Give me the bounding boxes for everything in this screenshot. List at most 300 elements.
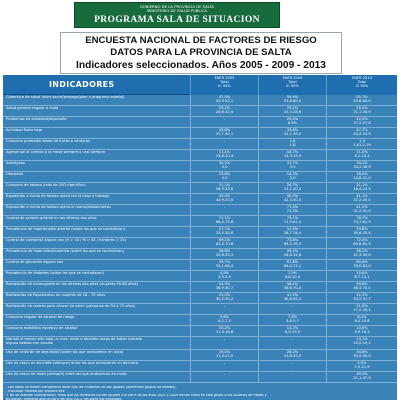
value-ci: 38,9-50,7 xyxy=(215,286,234,290)
value-ci: 43,4-53,5 xyxy=(353,132,371,136)
value-total: 10,8% xyxy=(356,271,368,275)
value-total: - xyxy=(291,361,294,365)
indicator-label-cell xyxy=(3,117,190,127)
value-cell xyxy=(190,315,258,325)
value-ci: 45,6-60,0 xyxy=(353,99,371,103)
value-total: 69,1% xyxy=(218,238,231,242)
value-total: 77,0% xyxy=(286,205,299,209)
value-cell xyxy=(258,337,326,349)
table-row xyxy=(3,150,397,161)
indicator-label: Consumo de tabaco (más de 100 cigarrillos) xyxy=(6,183,86,187)
value-total: 16,3% xyxy=(286,172,299,176)
value-total: 50,7% xyxy=(356,95,368,99)
indicator-label: Realización de mamografía en las últimas dos años (mujeres 50-60 años) xyxy=(6,282,139,286)
value-cell xyxy=(326,172,397,182)
value-cell xyxy=(326,205,397,215)
value-ci: 25,6-33,3 xyxy=(283,354,302,358)
value-ci: 64,4-71,1 xyxy=(283,264,302,268)
value-cell xyxy=(258,315,326,325)
value-cell xyxy=(326,150,397,160)
table-row xyxy=(3,95,397,106)
value-ci: 17,3-21,0 xyxy=(215,354,234,358)
value-cell xyxy=(258,161,326,171)
value-cell xyxy=(190,161,258,171)
value-cell xyxy=(326,238,397,248)
value-total: 22,5% xyxy=(356,117,368,121)
value-total: 35,8% xyxy=(286,128,299,132)
table-row xyxy=(3,216,397,227)
indicator-label-cell xyxy=(3,249,190,259)
value-cell xyxy=(258,326,326,336)
value-total: 16,7% xyxy=(286,150,299,154)
value-cell xyxy=(326,106,397,116)
value-cell xyxy=(258,304,326,314)
program-logo-box xyxy=(74,2,280,28)
column-header-ci: IC 95% xyxy=(286,84,299,89)
value-total: 14,7% xyxy=(356,337,368,341)
value-total: - xyxy=(223,361,226,365)
value-cell xyxy=(190,293,258,303)
value-cell xyxy=(190,150,258,160)
value-ci: 31,3-39,0 xyxy=(353,253,371,257)
table-row xyxy=(3,238,397,249)
value-cell xyxy=(258,350,326,360)
value-cell xyxy=(326,326,397,336)
table-row xyxy=(3,337,397,350)
indicator-label: Prevalencia de hipertensión arterial (sobre los que se controlaron) xyxy=(6,227,126,231)
value-ci: 8,9-19,9 xyxy=(284,330,300,334)
indicators-header-cell xyxy=(3,75,190,95)
indicator-label-cell xyxy=(3,139,190,149)
value-ci: 22,3-28,6 xyxy=(283,110,302,114)
value-cell xyxy=(258,293,326,303)
value-cell xyxy=(258,260,326,270)
value-total: 39,3% xyxy=(356,372,368,376)
value-cell xyxy=(326,304,397,314)
value-total: - xyxy=(291,337,294,341)
value-total: - xyxy=(291,372,294,376)
column-header-name: ENFR 2009 xyxy=(282,76,303,80)
value-total: 47,5% xyxy=(218,95,231,99)
value-ci: 35,5-59,2 xyxy=(215,297,234,301)
indicator-label: Salud general regular o mala xyxy=(6,106,59,110)
value-ci: 6,5% xyxy=(287,121,298,125)
indicator-label-cell xyxy=(3,227,190,237)
column-header-2009 xyxy=(258,75,326,95)
indicator-label-cell xyxy=(3,315,190,325)
indicator-label-cell xyxy=(3,304,190,314)
value-cell xyxy=(258,249,326,259)
indicator-label-cell xyxy=(3,350,190,360)
value-cell xyxy=(190,282,258,292)
indicator-label: Control de presión arterial en los últimos dos años xyxy=(6,216,97,220)
value-ci: 6,0-10,8 xyxy=(354,319,370,323)
value-ci: 11,9-16,8 xyxy=(215,330,234,334)
table-row xyxy=(3,183,397,194)
value-total: 5,5% xyxy=(357,361,367,365)
indicator-label-cell xyxy=(3,282,190,292)
footnote-line: bicicletas, mientras que la ENFR del año 2013, los toma por separado. xyxy=(6,397,123,400)
value-cell xyxy=(258,205,326,215)
column-header-total: Total xyxy=(288,80,297,85)
value-ci: 42,9-52,1 xyxy=(215,99,234,103)
value-total: 27,7% xyxy=(218,227,231,231)
banner-program-title: PROGRAMA SALA DE SITUACION xyxy=(94,15,260,25)
value-ci: 25,8-33,3 xyxy=(215,253,234,257)
table-row xyxy=(3,372,397,383)
value-ci: 63,4-70,8 xyxy=(215,242,234,246)
indicator-label-cell xyxy=(3,238,190,248)
value-total: 13,8% xyxy=(218,172,231,176)
value-cell xyxy=(326,117,397,127)
value-total: 31,1% xyxy=(218,183,231,187)
value-ci: 6,8-10,0 xyxy=(284,275,300,279)
value-cell xyxy=(190,350,258,360)
value-ci: 42,3-50,3 xyxy=(283,198,302,202)
value-total: - xyxy=(223,304,226,308)
indicator-label: Realización de rastreo para cáncer de colon (personas de 50 a 75 años) xyxy=(6,304,136,308)
value-ci: 1,61-2,19 xyxy=(353,143,371,147)
value-total: 29,2% xyxy=(218,106,231,110)
value-ci: 8,7-13,1 xyxy=(354,275,370,279)
banner-ministry-label: MINISTERIO DE SALUD PUBLICA xyxy=(146,8,208,13)
indicator-label: Exposición a humo de tabaco ajeno (en la casa o trabajo) xyxy=(6,194,110,198)
value-ci: 74,1-81,9 xyxy=(353,220,371,224)
value-cell xyxy=(190,238,258,248)
value-ci: 30,6-35,4 xyxy=(353,231,371,235)
value-ci: 3,0 xyxy=(289,165,296,169)
value-cell xyxy=(326,128,397,138)
value-total: 10,2% xyxy=(218,326,231,330)
table-row xyxy=(3,350,397,361)
value-ci: 6,2-7,5 xyxy=(218,319,231,323)
value-cell xyxy=(326,139,397,149)
table-row xyxy=(3,260,397,271)
value-ci: 8,9-16,3 xyxy=(354,330,370,334)
document-title-box xyxy=(60,32,342,74)
value-ci: 21,1-30,9 xyxy=(353,110,371,114)
value-ci: 1,9-11,9 xyxy=(354,365,370,369)
value-cell xyxy=(326,372,397,382)
value-total: 8,0% xyxy=(357,315,367,319)
indicator-label: Uso de casco en moto (siempre) entre los que anduvieron en moto xyxy=(6,372,127,376)
value-cell xyxy=(190,205,258,215)
value-total: 17,1% xyxy=(218,150,231,154)
value-ci: 17,2-27,8 xyxy=(353,121,371,125)
value-ci: 30,2-38,9 xyxy=(353,165,371,169)
value-cell xyxy=(258,106,326,116)
value-total: 25,0% xyxy=(356,106,368,110)
indicator-label: Control de glucemia alguna vez xyxy=(6,260,63,264)
table-row xyxy=(3,326,397,337)
value-total: 14,2% xyxy=(286,326,299,330)
value-cell xyxy=(326,249,397,259)
value-total: 1,8 xyxy=(289,139,296,143)
value-ci: 13,8-20,4 xyxy=(215,154,234,158)
table-row xyxy=(3,227,397,238)
indicator-label: alguna bebida con alcohol xyxy=(6,341,54,345)
value-total: 20,0% xyxy=(286,117,299,121)
table-row xyxy=(3,315,397,326)
value-cell xyxy=(258,172,326,182)
value-cell xyxy=(258,216,326,226)
value-total: 59,6% xyxy=(356,282,368,286)
value-cell xyxy=(258,271,326,281)
indicator-label: Uso de cinturón de seguridad (sobre los que anduvieron en auto) xyxy=(6,350,124,354)
table-row xyxy=(3,293,397,304)
indicator-label: Consumo episódico excesivo de alcohol xyxy=(6,326,78,330)
header-banner xyxy=(0,0,400,30)
value-ci: 23,1-30,3 xyxy=(283,187,302,191)
indicator-label-cell xyxy=(3,183,190,193)
value-cell xyxy=(190,172,258,182)
value-total: 10,8% xyxy=(356,326,368,330)
table-row xyxy=(3,117,397,128)
value-cell xyxy=(190,337,258,349)
value-cell xyxy=(326,95,397,105)
table-row xyxy=(3,361,397,372)
indicator-label: Consumo regular de alcohol de riesgo xyxy=(6,315,75,319)
value-cell xyxy=(326,194,397,204)
value-total: 1,9 xyxy=(359,139,365,143)
value-cell xyxy=(190,194,258,204)
indicator-label: Prevalencia de diabetes (sobre los que se controlaron) xyxy=(6,271,104,275)
value-cell xyxy=(190,139,258,149)
value-ci: 30,9-40,0 xyxy=(353,354,371,358)
value-total: 31,5% xyxy=(286,227,299,231)
indicator-label-cell xyxy=(3,172,190,182)
indicator-label-cell xyxy=(3,194,190,204)
value-cell xyxy=(326,260,397,270)
table-row xyxy=(3,282,397,293)
value-total: 19,0% xyxy=(218,350,231,354)
value-ci: 72,3% xyxy=(286,209,299,213)
document-title: ENCUESTA NACIONAL DE FACTORES DE RIESGO xyxy=(85,35,317,46)
value-cell xyxy=(258,282,326,292)
table-row xyxy=(3,106,397,117)
indicators-header-label: INDICADORES xyxy=(49,80,115,89)
footnotes xyxy=(3,385,397,400)
value-ci: 26,6-31,9 xyxy=(215,110,234,114)
value-cell xyxy=(190,95,258,105)
indicator-label-cell xyxy=(3,95,190,105)
value-cell xyxy=(258,372,326,382)
value-cell xyxy=(190,249,258,259)
column-header-2013 xyxy=(326,75,397,95)
indicator-label-cell xyxy=(3,161,190,171)
value-ci: 51,6-60,4 xyxy=(283,99,302,103)
value-ci: 17,0-26,1 xyxy=(353,308,371,312)
value-total: - xyxy=(223,372,226,376)
footnote-line: - Los datos no deben compararse dado que las muestras no son iguales (diferentes grupos de edades). xyxy=(6,386,177,389)
value-cell xyxy=(326,183,397,193)
value-ci: 28,7-34,4 xyxy=(283,231,302,235)
table-row xyxy=(3,304,397,315)
value-ci: 26,8-32,8 xyxy=(283,253,302,257)
value-cell xyxy=(258,227,326,237)
value-cell xyxy=(190,372,258,382)
value-total: 36,2% xyxy=(356,249,368,253)
table-row xyxy=(3,271,397,282)
value-ci: 28,9-33,8 xyxy=(215,187,234,191)
indicator-label-cell xyxy=(3,128,190,138)
value-total: 7,9% xyxy=(287,271,298,275)
value-ci: 25,0-30,6 xyxy=(215,231,234,235)
value-cell xyxy=(326,293,397,303)
value-total: - xyxy=(223,337,226,341)
value-total: 51,0% xyxy=(218,293,231,297)
value-cell xyxy=(190,326,258,336)
value-total: 55,9% xyxy=(286,95,299,99)
value-cell xyxy=(190,361,258,371)
indicator-label: Uso de casco en bicicleta (siempre) entre los que anduvieron en bicicleta xyxy=(6,361,138,365)
value-ci: 3,0 xyxy=(221,165,228,169)
value-total: 37,7% xyxy=(286,161,299,165)
value-cell xyxy=(326,337,397,349)
value-ci: 18,4-25,5 xyxy=(353,187,371,191)
value-ci: 55,1-64,4 xyxy=(215,264,234,268)
value-cell xyxy=(326,216,397,226)
indicator-label-cell xyxy=(3,106,190,116)
value-cell xyxy=(258,95,326,105)
value-ci: 63,8-81,5 xyxy=(353,242,371,246)
value-total: 79,1% xyxy=(286,216,299,220)
indicator-label-cell xyxy=(3,216,190,226)
value-ci: 10,2-19,1 xyxy=(353,341,371,345)
table-row xyxy=(3,128,397,139)
value-ci: 5,8-9,7 xyxy=(286,319,299,323)
value-total: 78,7% xyxy=(356,216,368,220)
value-cell xyxy=(190,128,258,138)
value-ci: 30,6-62,2 xyxy=(283,297,302,301)
value-ci: 3,0 xyxy=(221,176,228,180)
value-ci: 1,8 xyxy=(289,143,296,147)
value-ci: 14,3-19,9 xyxy=(283,154,302,158)
value-total: 21,1% xyxy=(356,183,368,187)
indicator-label: Agrega sal al comida a la mesa siempre o casi siempre xyxy=(6,150,106,154)
indicator-label-cell xyxy=(3,205,190,215)
value-total: 73,8% xyxy=(286,238,299,242)
value-cell xyxy=(258,128,326,138)
indicator-label-cell xyxy=(3,361,190,371)
value-ci: 37,2-45,0 xyxy=(353,198,371,202)
value-total: 49,0% xyxy=(218,194,231,198)
table-row xyxy=(3,161,397,172)
value-cell xyxy=(326,315,397,325)
indicator-label-cell xyxy=(3,326,190,336)
indicator-label-cell xyxy=(3,372,190,382)
value-cell xyxy=(190,271,258,281)
footnote-line: - Indicador medido por primera vez. xyxy=(6,389,66,393)
indicator-label: Manejó el mismo año bajo un mes, moto o bicicleta luego de haber tomado xyxy=(6,337,143,341)
value-cell xyxy=(326,227,397,237)
value-total: 11,0% xyxy=(356,150,368,154)
value-total: 21,0% xyxy=(356,304,368,308)
value-cell xyxy=(258,117,326,127)
value-total: 41,1% xyxy=(356,194,368,198)
value-total: 25,2% xyxy=(286,106,299,110)
column-header-name: ENFR 2005 xyxy=(214,76,235,80)
value-ci: 68,4-73,8 xyxy=(215,220,234,224)
document-section-title: Indicadores seleccionados. Años 2005 - 2009 - 2013 xyxy=(76,60,326,71)
value-cell xyxy=(326,350,397,360)
table-row xyxy=(3,139,397,150)
value-ci: 3,3-5,9 xyxy=(218,275,231,279)
indicator-label: Actividad física baja xyxy=(6,128,42,132)
value-ci: 50,2-57,7 xyxy=(353,297,371,301)
table-row xyxy=(3,249,397,260)
value-ci: 71,3-81,2 xyxy=(283,220,302,224)
value-total: 71,1% xyxy=(218,216,231,220)
value-cell xyxy=(258,194,326,204)
value-ci: 21,1-47,9 xyxy=(353,376,371,380)
value-total: - xyxy=(223,117,226,121)
value-total: 28,8% xyxy=(218,249,231,253)
value-ci: 32,7-39,0 xyxy=(283,132,302,136)
value-total: 34,2% xyxy=(356,161,368,165)
value-total: 67,8% xyxy=(286,260,299,264)
value-ci: 76,0-83,0 xyxy=(353,264,371,268)
value-cell xyxy=(258,150,326,160)
value-total: 43,8% xyxy=(218,128,231,132)
value-ci: 8,1-13,1 xyxy=(354,154,370,158)
indicator-label-cell xyxy=(3,260,190,270)
value-total: 47,7% xyxy=(356,128,368,132)
value-total: 80,0% xyxy=(356,260,368,264)
indicators-table-body xyxy=(3,95,397,383)
indicator-label-cell xyxy=(3,271,190,281)
value-total: 28,2% xyxy=(286,350,299,354)
value-total: 7,8% xyxy=(287,315,298,319)
indicator-label: Sobrepeso xyxy=(6,161,25,165)
document-subtitle: DATOS PARA LA PROVINCIA DE SALTA xyxy=(110,47,292,58)
value-ci: 3,0 xyxy=(289,176,296,180)
value-cell xyxy=(326,361,397,371)
value-cell xyxy=(190,216,258,226)
indicators-table xyxy=(3,75,397,385)
indicator-label: Realización de Papanicolau en mujeres de 18 - 70 años xyxy=(6,293,106,297)
table-row xyxy=(3,205,397,216)
value-total: 32,2% xyxy=(218,161,231,165)
value-total: - xyxy=(223,205,226,209)
value-ci: 38,6-70,0 xyxy=(283,286,302,290)
value-total: 18,0% xyxy=(356,172,368,176)
value-total: 72,4% xyxy=(356,238,368,242)
value-total: 34,8% xyxy=(356,350,368,354)
value-total: - xyxy=(223,139,226,143)
value-total: - xyxy=(291,304,294,308)
indicator-label-cell xyxy=(3,150,190,160)
indicator-label: Cobertura de salud (obra social/prepaga/plan o programa estatal) xyxy=(6,95,125,99)
value-total: 33,6% xyxy=(356,227,368,231)
value-total: 46,3% xyxy=(286,194,299,198)
indicator-label: Obesidad xyxy=(6,172,23,176)
column-header-total: Total xyxy=(357,80,367,85)
value-ci: 44,9-53,5 xyxy=(215,198,234,202)
value-cell xyxy=(326,161,397,171)
indicator-label: Problemas de ansiedad/depresión xyxy=(6,117,67,121)
value-total: 44,9% xyxy=(218,282,231,286)
indicator-label: Consumo promedio diario de frutas o verduras xyxy=(6,139,90,143)
value-cell xyxy=(326,282,397,292)
column-header-ci: IC 95% xyxy=(355,84,369,89)
banner-government-label: GOBIERNO DE LA PROVINCIA DE SALTA xyxy=(139,4,215,9)
value-total: 29,2% xyxy=(286,249,299,253)
column-header-ci: IC 95% xyxy=(218,84,231,89)
value-ci: 65,3-78,3 xyxy=(283,242,302,246)
indicator-label: Exposición a humo de tabaco ajeno en bares/restaurantes xyxy=(6,205,111,209)
value-total: 41,5% xyxy=(286,293,299,297)
